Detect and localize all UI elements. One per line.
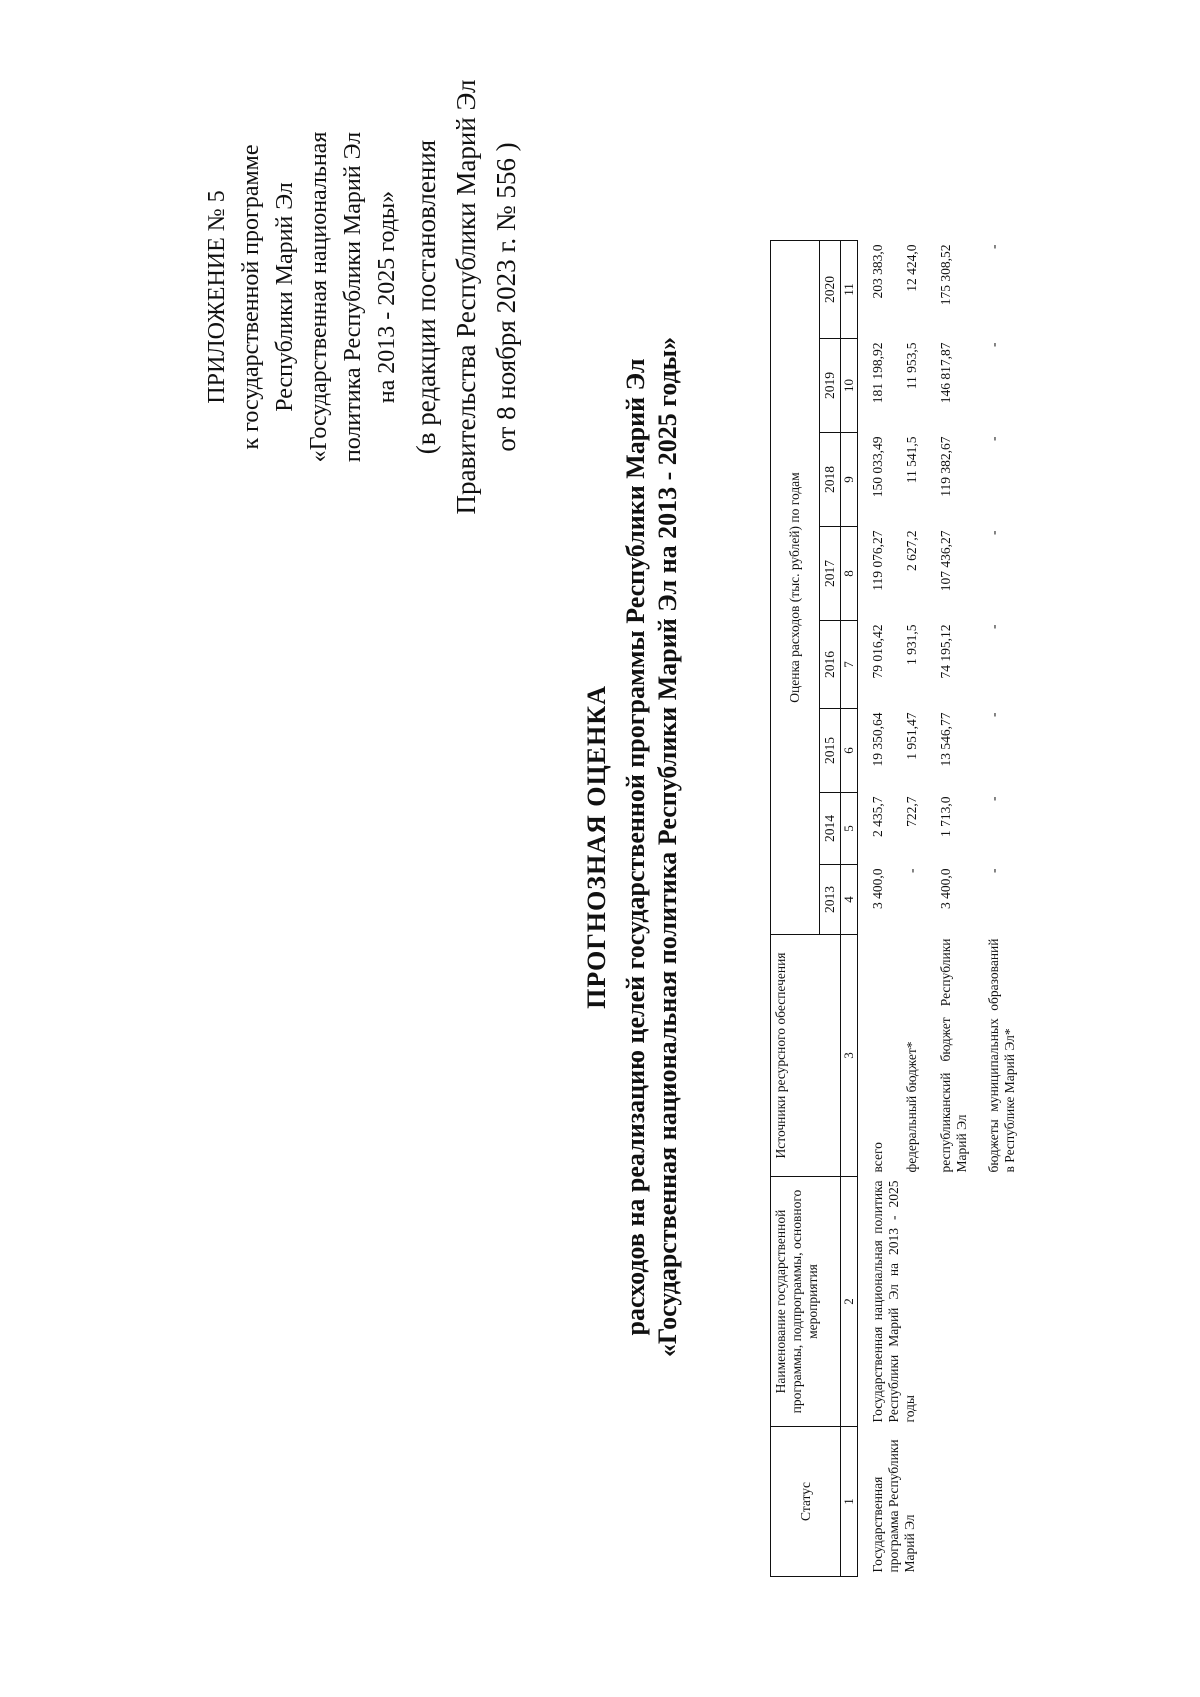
value-cell: 175 308,52 — [938, 244, 953, 306]
column-number: 5 — [841, 793, 858, 865]
document-title — [580, 177, 684, 1517]
value-cell: 1 713,0 — [938, 796, 953, 837]
header-year: 2020 — [820, 241, 841, 339]
header-year: 2013 — [820, 865, 841, 935]
value-cell: - — [986, 712, 1001, 717]
value-cell: - — [986, 342, 1001, 347]
value-cell: 12 424,0 — [904, 244, 919, 292]
value-cell: 19 350,64 — [870, 712, 885, 767]
value-cell: 146 817,87 — [938, 342, 953, 404]
value-cell: 79 016,42 — [870, 624, 885, 679]
status-cell: Государственная программа Республики Марий Эл — [870, 1439, 917, 1573]
column-number: 4 — [841, 865, 858, 935]
title-subtitle: «Государственная национальная политика Республики Марий Эл на 2013 - 2025 годы» — [653, 336, 682, 1358]
budget-table — [770, 240, 1048, 1577]
appendix-line: на 2013 - 2025 годы» — [374, 190, 400, 404]
value-cell: - — [986, 530, 1001, 535]
value-cell: - — [986, 244, 1001, 249]
value-cell: 13 546,77 — [938, 712, 953, 767]
source-cell: федеральный бюджет* — [904, 1041, 919, 1173]
program-name-cell: Государственная национальная политика Республики Марий Эл на 2013 - 2025 годы — [870, 1180, 917, 1423]
source-cell: бюджеты муниципальных образований в Республике Марий Эл* — [986, 938, 1017, 1173]
header-year: 2018 — [820, 433, 841, 527]
title-main: ПРОГНОЗНАЯ ОЦЕНКА — [582, 685, 611, 1009]
column-number: 1 — [841, 1427, 858, 1577]
header-estimate: Оценка расходов (тыс. рублей) по годам — [771, 241, 820, 935]
value-cell: 203 383,0 — [870, 244, 885, 299]
value-cell: 181 198,92 — [870, 342, 885, 404]
edition-line: (в редакции постановления — [411, 139, 441, 455]
column-number: 2 — [841, 1177, 858, 1427]
appendix-line: «Государственная национальная — [306, 131, 332, 463]
value-cell: 1 931,5 — [904, 624, 919, 665]
appendix-block — [200, 37, 524, 557]
header-status: Статус — [771, 1427, 841, 1577]
column-number: 9 — [841, 433, 858, 527]
value-cell: 1 951,47 — [904, 712, 919, 760]
value-cell: - — [986, 624, 1001, 629]
header-year: 2017 — [820, 527, 841, 621]
appendix-line: политика Республики Марий Эл — [340, 131, 366, 463]
header-year: 2014 — [820, 793, 841, 865]
header-name: Наименование государственной программы, подпрограммы, основного мероприятия — [771, 1177, 841, 1427]
header-source: Источники ресурсного обеспечения — [771, 935, 841, 1177]
value-cell: - — [986, 868, 1001, 873]
table-row — [858, 241, 903, 1577]
value-cell: 119 382,67 — [938, 436, 953, 497]
value-cell: 150 033,49 — [870, 436, 885, 498]
value-cell: 3 400,0 — [938, 868, 953, 909]
value-cell: 119 076,27 — [870, 530, 885, 591]
value-cell: 2 627,2 — [904, 530, 919, 571]
source-cell: республиканский бюджет Республики Марий Эл — [938, 938, 969, 1173]
edition-line: Правительства Республики Марий Эл — [451, 79, 481, 515]
column-number: 11 — [841, 241, 858, 339]
value-cell: 2 435,7 — [870, 796, 885, 837]
appendix-line: ПРИЛОЖЕНИЕ № 5 — [204, 190, 230, 404]
column-number: 7 — [841, 621, 858, 709]
header-year: 2019 — [820, 339, 841, 433]
value-cell: 11 953,5 — [904, 342, 919, 390]
column-number: 6 — [841, 709, 858, 793]
value-cell: - — [904, 868, 919, 873]
value-cell: - — [986, 796, 1001, 801]
value-cell: - — [986, 436, 1001, 441]
header-year: 2016 — [820, 621, 841, 709]
column-number: 8 — [841, 527, 858, 621]
source-cell: всего — [870, 1142, 885, 1173]
column-number: 3 — [841, 935, 858, 1177]
edition-line: от 8 ноября 2023 г. № 556 ) — [491, 142, 521, 452]
value-cell: 722,7 — [904, 796, 919, 827]
value-cell: 107 436,27 — [938, 530, 953, 592]
value-cell: 11 541,5 — [904, 436, 919, 484]
column-number: 10 — [841, 339, 858, 433]
appendix-line: к государственной программе — [238, 144, 264, 450]
title-subtitle: расходов на реализацию целей государственной программы Республики Марий Эл — [621, 358, 650, 1336]
appendix-line: Республики Марий Эл — [272, 182, 298, 412]
header-year: 2015 — [820, 709, 841, 793]
value-cell: 74 195,12 — [938, 624, 953, 679]
value-cell: 3 400,0 — [870, 868, 885, 909]
